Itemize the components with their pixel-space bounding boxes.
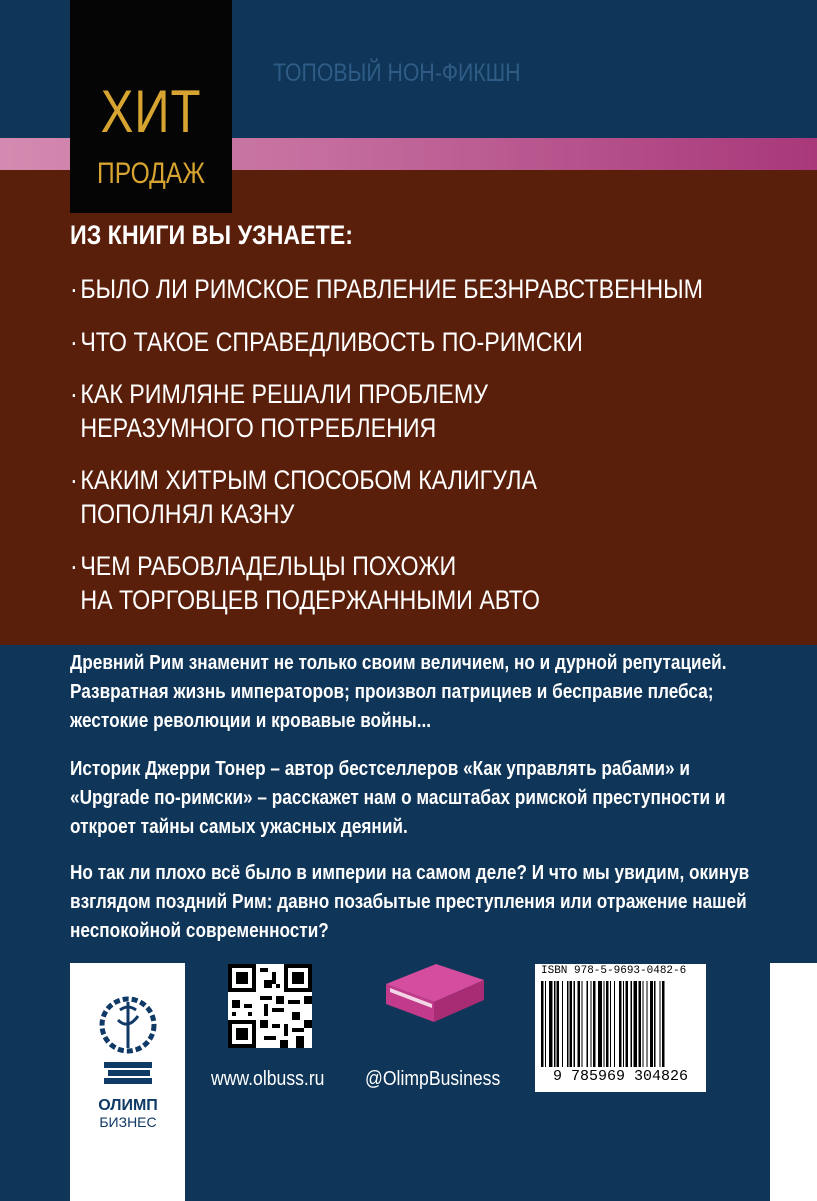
bullet-dot-icon: ·	[70, 379, 78, 409]
bullet-dot-icon: ·	[70, 327, 78, 357]
book-icon	[386, 964, 484, 1024]
description-paragraph: Историк Джерри Тонер – автор бестселлеров «Как управлять рабами» и «Upgrade по-римски» – расскажет нам о масштабах римской преступности и откроет тайны самых ужасных деяний.	[70, 758, 726, 838]
barcode-panel	[535, 964, 706, 1092]
bestseller-badge	[70, 0, 232, 213]
learn-heading: ИЗ КНИГИ ВЫ УЗНАЕТЕ:	[70, 220, 353, 250]
bullet-dot-icon: ·	[70, 465, 78, 495]
bullet-item: ·БЫЛО ЛИ РИМСКОЕ ПРАВЛЕНИЕ БЕЗНРАВСТВЕННЫМ	[70, 274, 704, 304]
bullet-dot-icon: ·	[70, 274, 78, 304]
barcode-icon	[541, 981, 701, 1069]
bullet-item: ·ЧЕМ РАБОВЛАДЕЛЬЦЫ ПОХОЖИ НА ТОРГОВЦЕВ ПОДЕРЖАННЫМИ АВТО	[70, 551, 540, 615]
publisher-name-sub: БИЗНЕС	[99, 1114, 157, 1130]
qr-code-icon[interactable]	[228, 964, 312, 1048]
series-label: ТОПОВЫЙ НОН-ФИКШН	[273, 59, 521, 87]
bullet-item: ·КАКИМ ХИТРЫМ СПОСОБОМ КАЛИГУЛА ПОПОЛНЯЛ КАЗНУ	[70, 465, 537, 529]
website-link[interactable]: www.olbuss.ru	[211, 1068, 325, 1090]
badge-title: ХИТ	[100, 78, 202, 145]
bullet-dot-icon: ·	[70, 551, 78, 581]
publisher-name: ОЛИМП	[98, 1097, 158, 1114]
description-paragraph: Древний Рим знаменит не только своим величием, но и дурной репутацией. Развратная жизнь императоров; произвол патрициев и бесправие плебса; жестокие революции и кровавые войны...	[70, 652, 727, 732]
barcode-digits: 9 785969 304826	[552, 1068, 689, 1085]
description-paragraph: Но так ли плохо всё было в империи на самом деле? И что мы увидим, окинув взглядом поздний Рим: давно позабытые преступления или отражение нашей неспокойной современности?	[70, 862, 750, 942]
edge-white-strip	[770, 963, 817, 1201]
bullet-item: ·КАК РИМЛЯНЕ РЕШАЛИ ПРОБЛЕМУ НЕРАЗУМНОГО ПОТРЕБЛЕНИЯ	[70, 379, 488, 443]
isbn-label: ISBN 978-5-9693-0482-6	[541, 965, 687, 977]
social-handle[interactable]: @OlimpBusiness	[365, 1068, 501, 1090]
badge-subtitle: ПРОДАЖ	[97, 157, 205, 190]
bullet-item: ·ЧТО ТАКОЕ СПРАВЕДЛИВОСТЬ ПО-РИМСКИ	[70, 327, 583, 357]
